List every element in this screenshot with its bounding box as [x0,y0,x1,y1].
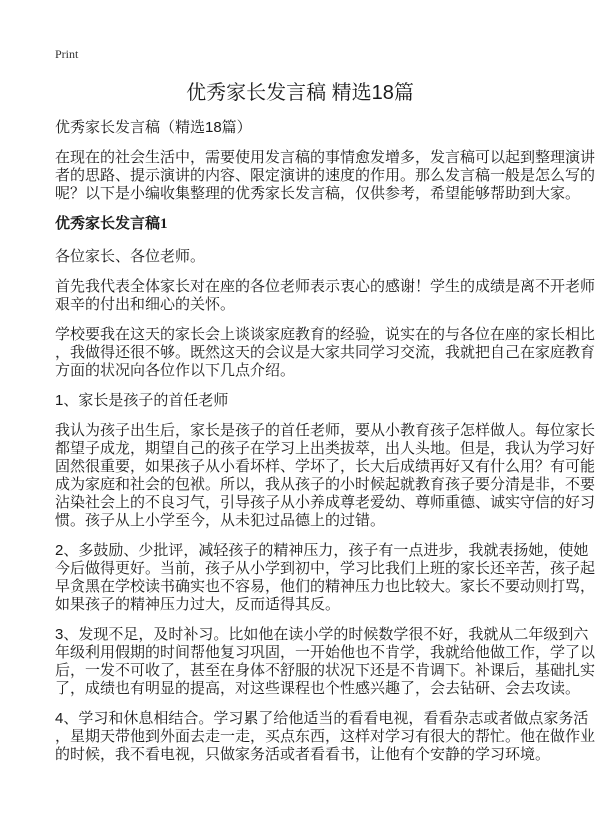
text-line: 艰辛的付出和细心的关怀。 [55,296,236,313]
paragraph [55,542,596,614]
subtitle: 优秀家长发言稿（精选18篇） [55,119,252,136]
text-line: 呢？以下是小编收集整理的优秀家长发言稿，仅供参考，希望能够帮助到大家。 [55,185,581,202]
text-line: 了，成绩也有明显的提高，对这些课程也个性感兴趣了，会去钻研、会去攻读。 [55,680,581,697]
text-line: 在现在的社会生活中，需要使用发言稿的事情愈发增多，发言稿可以起到整理演讲 [55,149,596,166]
text-line: ，星期天带他到外面去走一走，买点东西，这样对学习有很大的帮忙。他在做作业 [55,728,596,745]
intro-paragraph [55,149,596,203]
text-line: 如果孩子的精神压力过大，反而适得其反。 [55,596,341,613]
text-line: 3、发现不足，及时补习。比如他在读小学的时候数学很不好，我就从二年级到六 [55,626,589,643]
text-line: 1、家长是孩子的首任老师 [55,392,229,409]
paragraph [55,710,596,764]
text-line: 今后做得更好。当前，孩子从小学到初中，学习比我们上班的家长还辛苦，孩子起 [55,560,596,577]
text-line: 学校要我在这天的家长会上谈谈家庭教育的经验，说实在的与各位在座的家长相比 [55,326,596,343]
text-line: 的时候，我不看电视，只做家务活或者看看书，让他有个安静的学习环境。 [55,746,551,763]
paragraphs [55,278,596,764]
text-line: 4、学习和休息相结合。学习累了给他适当的看看电视，看看杂志或者做点家务活 [55,710,589,727]
text-line: 惯。孩子从上小学至今，从未犯过品德上的过错。 [55,512,386,529]
paragraph [55,422,596,530]
text-line: 我认为孩子出生后，家长是孩子的首任老师，要从小教育孩子怎样做人。每位家长 [55,422,596,439]
text-line: 方面的状况向各位作以下几点介绍。 [55,362,296,379]
document-body [55,119,596,776]
text-line: 沾染社会上的不良习气，引导孩子从小养成尊老爱幼、尊师重德、诚实守信的好习 [55,494,596,511]
text-line: ，我做得还很不够。既然这天的会议是大家共同学习交流，我就把自己在家庭教育 [55,344,596,361]
paragraph [55,326,596,380]
text-line: 年级利用假期的时间帮他复习巩固，一开始他也不肯学，我就给他做工作，学了以 [55,644,596,661]
text-line: 者的思路、提示演讲的内容、限定演讲的速度的作用。那么发言稿一般是怎么写的 [55,167,596,184]
text-line: 都望子成龙，期望自己的孩子在学习上出类拔萃，出人头地。但是，我认为学习好 [55,440,596,457]
text-line: 早贪黑在学校读书确实也不容易，他们的精神压力也比较大。家长不要动则打骂， [55,578,596,595]
text-line: 固然很重要，如果孩子从小看坏样、学坏了，长大后成绩再好又有什么用？有可能 [55,458,596,475]
page-title: 优秀家长发言稿 精选18篇 [186,82,414,104]
paragraph [55,392,575,410]
paragraph [55,626,596,698]
text-line: 成为家庭和社会的包袱。所以，我从孩子的小时候起就教育孩子要分清是非，不要 [55,476,596,493]
section-heading: 优秀家长发言稿1 [55,216,168,232]
text-line: 首先我代表全体家长对在座的各位老师表示衷心的感谢！学生的成绩是离不开老师 [55,278,596,295]
print-link[interactable]: Print [55,47,79,61]
greeting: 各位家长、各位老师。 [55,248,206,265]
paragraph [55,278,596,314]
text-line: 后，一发不可收了，甚至在身体不舒服的状况下还是不肯调下。补课后，基础扎实 [55,662,596,679]
text-line: 2、多鼓励、少批评，减轻孩子的精神压力，孩子有一点进步，我就表扬她，使她 [55,542,589,559]
